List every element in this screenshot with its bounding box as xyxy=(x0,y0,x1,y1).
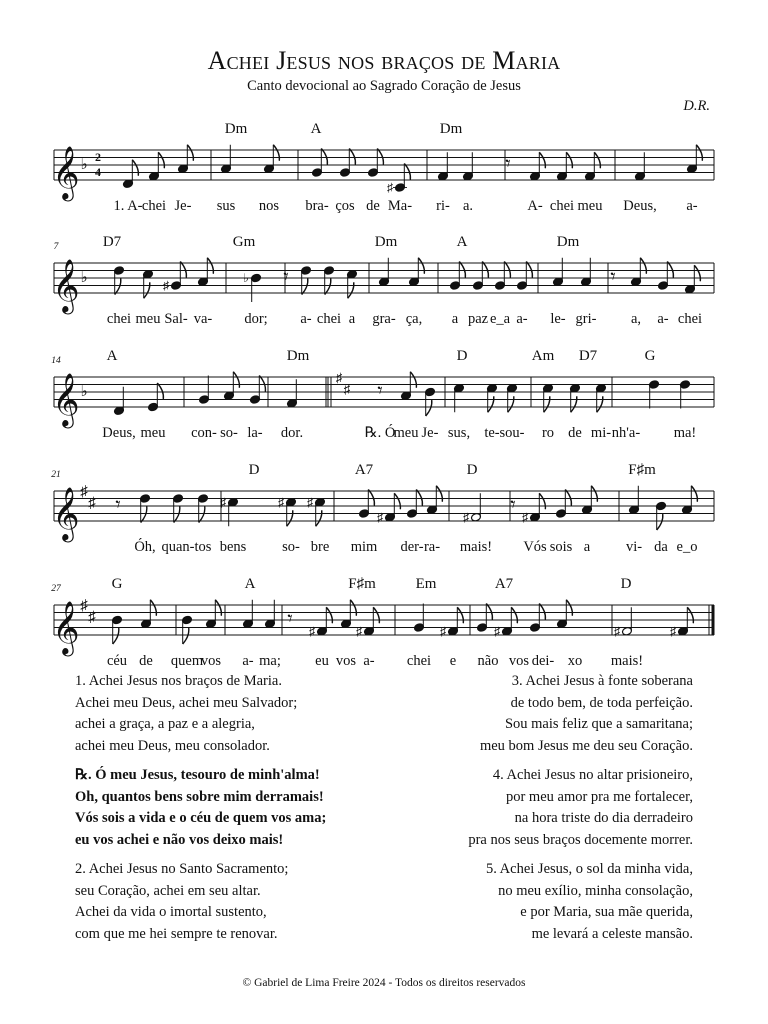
stanza-line: 3. Achei Jesus à fonte soberana xyxy=(511,673,693,689)
chord-symbol: A7 xyxy=(354,462,374,478)
note-flag xyxy=(199,507,205,523)
lyric-syllable: A- xyxy=(527,198,543,214)
note-flag xyxy=(667,262,673,278)
lyric-syllable: so- xyxy=(220,425,238,441)
key-sharp-icon: ♯ xyxy=(343,381,351,397)
lyric-syllable: ça, xyxy=(405,311,423,327)
accidental-sharp-icon: ♯ xyxy=(494,624,500,639)
stanza-line: Sou mais feliz que a samaritana; xyxy=(504,716,693,732)
lyric-syllable: la- xyxy=(247,425,263,441)
lyric-syllable: meu xyxy=(135,311,161,327)
lyric-syllable: Ma- xyxy=(387,198,413,214)
note-flag xyxy=(539,493,545,509)
lyric-syllable: te- xyxy=(484,425,500,441)
eighth-rest-icon: 𝄾 xyxy=(283,266,289,288)
lyric-syllable: meu xyxy=(393,425,419,441)
stanza-1 xyxy=(75,671,297,757)
note-flag xyxy=(404,164,410,180)
chord-symbol: D7 xyxy=(578,348,598,364)
lyric-syllable: vos xyxy=(335,653,357,669)
note-flag xyxy=(597,396,603,412)
chord-symbol: Dm xyxy=(556,234,580,250)
lyric-syllable: a, xyxy=(630,311,642,327)
note-flag xyxy=(207,258,213,274)
key-flat-icon: ♭ xyxy=(80,270,88,286)
note-flag xyxy=(691,486,697,502)
stanza-line: seu Coração, achei em seu altar. xyxy=(75,882,261,899)
lyric-syllable: a- xyxy=(516,311,528,327)
note-flag xyxy=(349,149,355,165)
chord-symbol: D xyxy=(466,462,478,478)
lyric-syllable: nos xyxy=(258,198,280,214)
chord-symbol: F♯m xyxy=(628,462,656,478)
stanza-5 xyxy=(486,859,693,945)
accidental-sharp-icon: ♯ xyxy=(614,624,620,639)
note-flag xyxy=(144,282,150,298)
lyric-syllable: eu xyxy=(315,653,329,669)
chord-symbol: A xyxy=(310,121,322,137)
lyric-syllable: sus xyxy=(216,198,236,214)
accidental-sharp-icon: ♯ xyxy=(309,624,315,639)
lyric-syllable: quan- xyxy=(161,539,195,555)
accidental-sharp-icon: ♯ xyxy=(440,624,446,639)
refrain-stanza xyxy=(75,765,326,851)
chord-symbol: A xyxy=(456,234,468,250)
note-flag xyxy=(174,507,180,523)
stanza-line: Achei da vida o imortal sustento, xyxy=(75,904,267,920)
lyric-syllable: meu xyxy=(140,425,166,441)
lyric-syllable: e_o xyxy=(676,539,698,555)
note-flag xyxy=(539,152,545,168)
lyric-syllable: de xyxy=(366,198,380,214)
note-flag xyxy=(504,262,510,278)
lyric-syllable: nh'a- xyxy=(611,425,641,441)
stanza-line: achei meu Deus, meu consolador. xyxy=(75,737,270,754)
note-flag xyxy=(157,383,163,399)
lyric-syllable: gra- xyxy=(372,311,396,327)
staff-system xyxy=(51,348,714,441)
measure-number: 21 xyxy=(51,470,61,480)
lyric-syllable: chei xyxy=(106,311,132,327)
lyric-syllable: meu xyxy=(577,198,603,214)
lyric-syllable: ri- xyxy=(436,198,450,214)
stanza-line: na hora triste do dia derradeiro xyxy=(514,810,693,826)
lyric-syllable: con- xyxy=(191,425,217,441)
lyric-syllable: ma; xyxy=(259,653,281,669)
note-flag xyxy=(150,600,156,616)
note-flag xyxy=(511,607,517,623)
note-flag xyxy=(418,258,424,274)
chord-symbol: D7 xyxy=(102,234,122,250)
lyric-syllable: mais! xyxy=(459,539,493,555)
refrain-line: eu vos achei e não vos deixo mais! xyxy=(75,831,284,848)
note-flag xyxy=(486,604,492,620)
stanza-line: meu bom Jesus me deu seu Coração. xyxy=(479,737,693,754)
chord-symbol: Dm xyxy=(374,234,398,250)
stanza-line: 2. Achei Jesus no Santo Sacramento; xyxy=(75,861,289,877)
lyric-syllable: xo xyxy=(567,653,583,669)
stanza-line: 5. Achei Jesus, o sol da minha vida, xyxy=(485,861,693,877)
note-flag xyxy=(694,265,700,281)
note-flag xyxy=(350,600,356,616)
lyric-syllable: a- xyxy=(300,311,312,327)
measure-number: 14 xyxy=(51,356,61,366)
treble-clef-icon: 𝄞 xyxy=(52,147,80,198)
stanza-3 xyxy=(480,671,693,757)
chord-symbol: A xyxy=(244,576,256,592)
note-flag xyxy=(488,396,494,412)
attribution: D.R. xyxy=(683,98,710,114)
chord-symbol: F♯m xyxy=(348,576,376,592)
lyric-syllable: de xyxy=(139,653,153,669)
key-sharp-icon: ♯ xyxy=(80,598,88,614)
lyric-syllable: ra- xyxy=(423,539,441,555)
lyric-syllable: Deus, xyxy=(102,425,136,441)
accidental-sharp-icon: ♯ xyxy=(670,624,676,639)
note-flag xyxy=(657,514,663,530)
eighth-rest-icon: 𝄾 xyxy=(287,608,293,630)
staff-system xyxy=(51,462,714,555)
lyric-syllable: a xyxy=(583,539,591,555)
accidental-sharp-icon: ♯ xyxy=(463,510,469,525)
lyric-syllable: sois xyxy=(549,539,573,555)
key-sharp-icon: ♯ xyxy=(335,370,343,385)
note-flag xyxy=(115,279,121,295)
lyric-syllable: quem xyxy=(170,653,204,669)
note-flag xyxy=(215,600,221,616)
lyric-syllable: vos xyxy=(508,653,530,669)
eighth-rest-icon: 𝄾 xyxy=(505,153,511,175)
chord-symbol: A7 xyxy=(494,576,514,592)
lyric-syllable: sus, xyxy=(447,425,471,441)
lyric-syllable: da xyxy=(654,539,668,555)
chord-symbol: Dm xyxy=(224,121,248,137)
eighth-rest-icon: 𝄾 xyxy=(510,494,516,516)
eighth-rest-icon: 𝄾 xyxy=(377,380,383,402)
note-flag xyxy=(273,145,279,161)
chord-symbol: G xyxy=(644,348,656,364)
note-flag xyxy=(687,607,693,623)
measure-number: 7 xyxy=(53,242,59,252)
lyric-syllable: bre xyxy=(310,539,330,555)
staff-system xyxy=(52,234,768,327)
lyric-syllable: chei xyxy=(677,311,703,327)
note-flag xyxy=(591,486,597,502)
lyric-syllable: a- xyxy=(657,311,669,327)
note-flag xyxy=(302,279,308,295)
chord-symbol: G xyxy=(111,576,123,592)
lyric-syllable: Je- xyxy=(174,198,192,214)
lyric-syllable: vi- xyxy=(625,539,643,555)
lyric-syllable: mi- xyxy=(590,425,612,441)
chord-symbol: D xyxy=(248,462,260,478)
lyric-syllable: tos xyxy=(194,539,212,555)
note-flag xyxy=(594,152,600,168)
stanza-line: com que me hei sempre te renovar. xyxy=(75,925,278,942)
note-flag xyxy=(113,628,119,644)
lyric-syllable: a xyxy=(451,311,459,327)
lyric-syllable: chei xyxy=(406,653,432,669)
note-flag xyxy=(158,152,164,168)
chord-symbol: Gm xyxy=(232,234,256,250)
note-flag xyxy=(180,262,186,278)
stanza-line: de todo bem, de toda perfeição. xyxy=(510,694,693,711)
note-flag xyxy=(696,145,702,161)
lyric-syllable: dor; xyxy=(244,311,268,327)
stanza-line: e por Maria, sua mãe querida, xyxy=(520,904,693,920)
copyright-footer: © Gabriel de Lima Freire 2024 - Todos os direitos reservados xyxy=(242,977,526,989)
lyric-syllable: gri- xyxy=(575,311,597,327)
lyric-syllable: a- xyxy=(363,653,375,669)
stanza-line: pra nos seus braços docemente morrer. xyxy=(468,831,693,848)
stanza-line: no meu exílio, minha consolação, xyxy=(498,882,693,899)
lyric-syllable: va- xyxy=(193,311,213,327)
stanza-line: achei a graça, a paz e a alegria, xyxy=(75,716,255,732)
lyric-syllable: Je- xyxy=(421,425,439,441)
lyric-syllable: bens xyxy=(219,539,247,555)
note-flag xyxy=(183,628,189,644)
note-flag xyxy=(566,600,572,616)
lyric-syllable: Vós xyxy=(523,539,547,555)
note-flag xyxy=(640,258,646,274)
chord-symbol: Dm xyxy=(286,348,310,364)
note-flag xyxy=(394,493,400,509)
lyric-syllable: ma! xyxy=(673,425,697,441)
note-flag xyxy=(368,490,374,506)
note-flag xyxy=(482,262,488,278)
note-flag xyxy=(141,507,147,523)
note-flag xyxy=(326,607,332,623)
staff-system xyxy=(51,576,714,669)
treble-clef-icon: 𝄞 xyxy=(52,488,80,539)
lyric-syllable: e_a xyxy=(489,311,511,327)
chord-symbol: Em xyxy=(415,576,437,592)
stanza-line: por meu amor pra me fortalecer, xyxy=(505,788,693,805)
accidental-sharp-icon: ♯ xyxy=(278,495,284,510)
lyric-syllable: der- xyxy=(400,539,424,555)
note-flag xyxy=(508,396,514,412)
lyric-syllable: a- xyxy=(242,653,254,669)
lyric-syllable: não xyxy=(477,653,499,669)
accidental-sharp-icon: ♯ xyxy=(377,510,383,525)
key-sharp-icon: ♯ xyxy=(80,484,88,500)
refrain-line: ℞. Ó meu Jesus, tesouro de minh'alma! xyxy=(75,767,320,783)
accidental-sharp-icon: ♯ xyxy=(220,495,226,510)
note-flag xyxy=(377,149,383,165)
note-flag xyxy=(459,262,465,278)
note-flag xyxy=(410,372,416,388)
lyric-syllable: bra- xyxy=(305,198,329,214)
note-flag xyxy=(565,490,571,506)
stanza-2 xyxy=(75,859,288,945)
song-title: Achei Jesus nos braços de Maria xyxy=(207,46,561,75)
stanza-line: 1. Achei Jesus nos braços de Maria. xyxy=(75,673,282,689)
note-flag xyxy=(316,510,322,526)
lyric-syllable: mim xyxy=(350,539,378,555)
eighth-rest-icon: 𝄾 xyxy=(610,266,616,288)
stanza-4 xyxy=(468,765,693,851)
staff-system xyxy=(52,121,714,214)
song-subtitle: Canto devocional ao Sagrado Coração de Jesus xyxy=(247,78,521,94)
stanza-line: me levará a celeste mansão. xyxy=(531,925,693,942)
note-flag xyxy=(132,160,138,176)
note-flag xyxy=(287,510,293,526)
time-signature-top: 2 xyxy=(95,150,101,164)
treble-clef-icon: 𝄞 xyxy=(52,374,80,425)
accidental-sharp-icon: ♯ xyxy=(522,510,528,525)
lyric-syllable: so- xyxy=(282,539,300,555)
note-flag xyxy=(325,279,331,295)
chord-symbol: D xyxy=(456,348,468,364)
note-flag xyxy=(426,400,432,416)
note-flag xyxy=(539,604,545,620)
lyric-syllable: 1. A- xyxy=(113,198,143,214)
lyric-syllable: le- xyxy=(550,311,566,327)
lyric-syllable: Deus, xyxy=(623,198,657,214)
lyric-syllable: de xyxy=(568,425,582,441)
lyric-syllable: mais! xyxy=(610,653,644,669)
note-flag xyxy=(416,490,422,506)
accidental-sharp-icon: ♯ xyxy=(163,278,169,293)
lyric-syllable: e xyxy=(449,653,457,669)
key-flat-icon: ♭ xyxy=(80,157,88,173)
accidental-sharp-icon: ♯ xyxy=(387,180,393,195)
key-sharp-icon: ♯ xyxy=(88,495,96,512)
lyric-syllable: ro xyxy=(541,425,555,441)
note-flag xyxy=(348,282,354,298)
lyric-syllable: chei xyxy=(316,311,342,327)
lyric-syllable: céu xyxy=(106,653,128,669)
lyric-syllable: a xyxy=(348,311,356,327)
note-flag xyxy=(187,145,193,161)
note-flag xyxy=(571,396,577,412)
note-flag xyxy=(233,372,239,388)
chord-symbol: D xyxy=(620,576,632,592)
refrain-line: Oh, quantos bens sobre mim derramais! xyxy=(75,788,324,805)
note-flag xyxy=(321,149,327,165)
lyric-syllable: ços xyxy=(335,198,355,214)
refrain-line: Vós sois a vida e o céu de quem vos ama; xyxy=(75,810,327,826)
note-flag xyxy=(373,607,379,623)
note-flag xyxy=(436,486,442,502)
measure-number: 27 xyxy=(51,584,61,594)
note-flag xyxy=(457,607,463,623)
lyric-syllable: Óh, xyxy=(134,539,156,555)
final-barline xyxy=(712,605,715,635)
chord-symbol: A xyxy=(106,348,118,364)
treble-clef-icon: 𝄞 xyxy=(52,602,80,653)
chord-symbol: Am xyxy=(531,348,555,364)
lyric-syllable: a- xyxy=(686,198,698,214)
accidental-sharp-icon: ♯ xyxy=(307,495,313,510)
lyric-syllable: Sal- xyxy=(164,311,188,327)
accidental-sharp-icon: ♯ xyxy=(356,624,362,639)
accidental-flat-icon: ♭ xyxy=(243,271,249,285)
note-flag xyxy=(259,376,265,392)
key-sharp-icon: ♯ xyxy=(88,609,96,626)
time-signature-bottom: 4 xyxy=(95,165,101,179)
lyric-syllable: paz xyxy=(467,311,489,327)
lyric-syllable: ℞. Ó xyxy=(364,425,396,441)
lyric-syllable: chei xyxy=(549,198,575,214)
lyric-syllable: a. xyxy=(462,198,474,214)
note-flag xyxy=(526,262,532,278)
eighth-rest-icon: 𝄾 xyxy=(115,494,121,516)
stanza-line: 4. Achei Jesus no altar prisioneiro, xyxy=(492,767,693,783)
note-flag xyxy=(566,152,572,168)
lyric-syllable: dei- xyxy=(531,653,555,669)
lyric-syllable: vos xyxy=(200,653,222,669)
chord-symbol: Dm xyxy=(439,121,463,137)
treble-clef-icon: 𝄞 xyxy=(52,260,80,311)
lyric-syllable: chei xyxy=(141,198,167,214)
lyric-syllable: sou- xyxy=(499,425,525,441)
key-flat-icon: ♭ xyxy=(80,384,88,400)
note-flag xyxy=(544,396,550,412)
stanza-line: Achei meu Deus, achei meu Salvador; xyxy=(75,694,298,711)
lyric-syllable: dor. xyxy=(280,425,304,441)
